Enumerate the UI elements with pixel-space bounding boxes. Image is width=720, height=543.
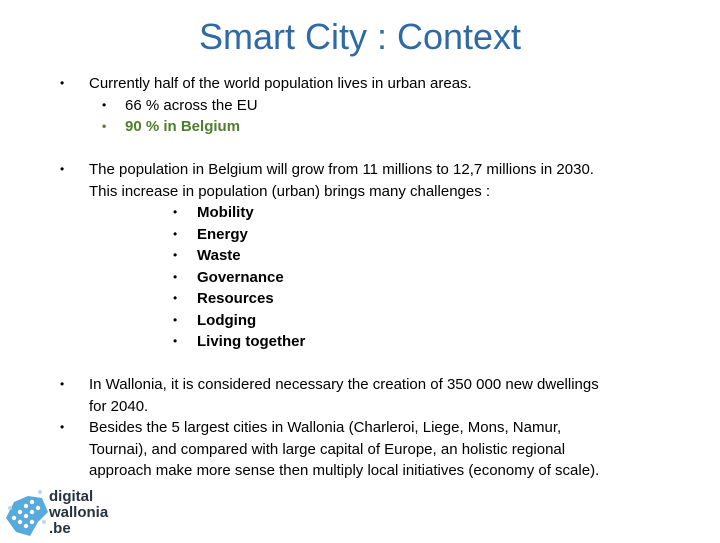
challenge-item: • Living together bbox=[52, 331, 672, 353]
bullet-continuation: Tournai), and compared with large capital of Europe, an holistic regional bbox=[89, 440, 566, 458]
bullet-icon: • bbox=[173, 248, 178, 262]
bullet-icon: • bbox=[60, 420, 65, 434]
challenge-item: • Lodging bbox=[52, 310, 672, 332]
bullet-item: • Besides the 5 largest cities in Wallonia (Charleroi, Liege, Mons, Namur, bbox=[52, 417, 672, 439]
challenge-item: • Resources bbox=[52, 288, 672, 310]
section-belgium-growth bbox=[52, 159, 672, 353]
digital-wallonia-logo bbox=[4, 488, 114, 538]
challenge-item: • Energy bbox=[52, 224, 672, 246]
bullet-item: • Currently half of the world population lives in urban areas. bbox=[52, 73, 672, 95]
bullet-icon: • bbox=[102, 119, 107, 133]
challenge-item: • Mobility bbox=[52, 202, 672, 224]
bullet-continuation: for 2040. bbox=[89, 397, 149, 415]
bullet-icon: • bbox=[173, 226, 178, 241]
bullet-continuation: approach make more sense then multiply local initiatives (economy of scale). bbox=[89, 462, 600, 479]
logo-text: digital wallonia .be bbox=[49, 488, 109, 537]
bullet-icon: • bbox=[173, 312, 178, 327]
sub-bullet-item-highlight: • 90 % in Belgium bbox=[52, 116, 672, 138]
section-wallonia bbox=[52, 374, 672, 482]
bullet-continuation: This increase in population (urban) brings many challenges : bbox=[89, 182, 491, 200]
bullet-icon: • bbox=[173, 269, 178, 284]
bullet-icon: • bbox=[60, 162, 65, 176]
sub-bullet-item: • 66 % across the EU bbox=[52, 95, 672, 117]
challenge-item: • Waste bbox=[52, 245, 672, 267]
bullet-icon: • bbox=[60, 76, 65, 90]
challenge-item: • Governance bbox=[52, 267, 672, 289]
bullet-icon: • bbox=[60, 377, 65, 391]
bullet-icon: • bbox=[173, 291, 178, 305]
section-urban-population bbox=[52, 73, 672, 138]
bullet-item: • In Wallonia, it is considered necessary the creation of 350 000 new dwellings bbox=[52, 374, 672, 396]
slide-title: Smart City : Context bbox=[198, 16, 522, 57]
bullet-item: • The population in Belgium will grow from 11 millions to 12,7 millions in 2030. bbox=[52, 159, 672, 181]
bullet-icon: • bbox=[173, 334, 178, 348]
wallonia-map-icon bbox=[4, 488, 48, 538]
bullet-icon: • bbox=[173, 205, 178, 219]
bullet-icon: • bbox=[102, 97, 107, 112]
